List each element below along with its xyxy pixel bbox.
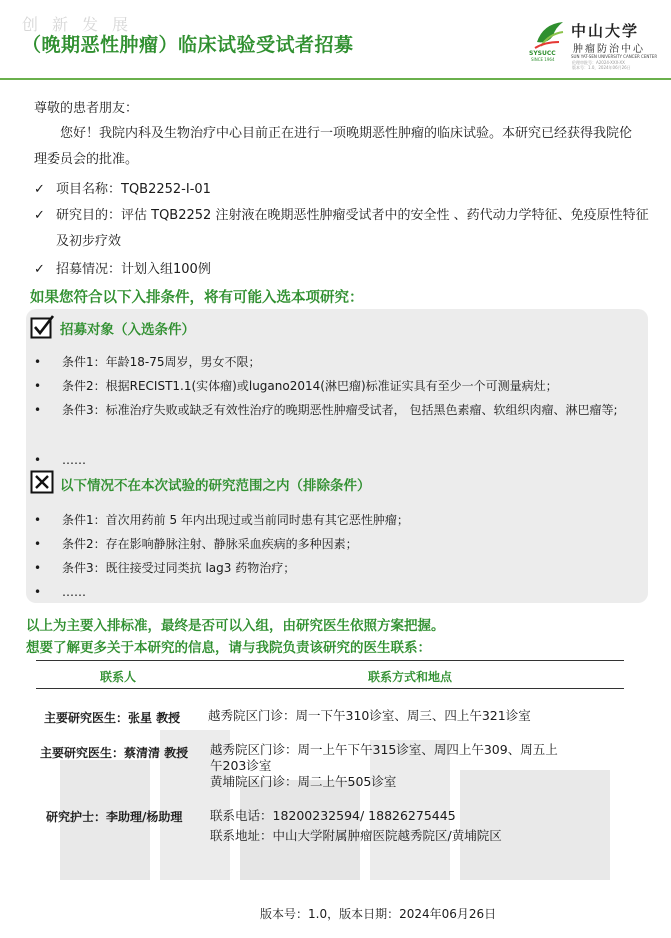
project-name-item: [34, 177, 654, 203]
recruitment-text: 招募情况：计划入组100例: [56, 262, 211, 277]
contact-line: 黄埔院区门诊：周二上午505诊室: [210, 774, 397, 789]
meta-line: 伦理审批号：A2024-XXX-XX: [572, 60, 625, 65]
logo-name-en: SUN YAT-SEN UNIVERSITY CANCER CENTER: [571, 54, 658, 59]
check-icon: ✓: [34, 262, 45, 277]
bullet-icon: •: [34, 585, 42, 599]
logo-name-cn: 中山大学: [571, 22, 640, 40]
crossed-box-icon: [30, 470, 54, 494]
meta-line: 版本号：1.0，2024年06月26日: [572, 65, 631, 70]
selection-note: 以上为主要入排标准，最终是否可以入组，由研究医生依照方案把握。: [26, 618, 445, 634]
inclusion-item: [34, 399, 648, 443]
table-top-rule: [36, 660, 624, 661]
hospital-building-image: [40, 700, 640, 880]
study-purpose-text: 研究目的：评估 TQB2252 注射液在晚期恶性肿瘤受试者中的安全性 、药代动力学特征、免疫原性特征及初步疗效: [56, 208, 649, 249]
contact-role: 主要研究医生：张星 教授: [44, 711, 181, 725]
exclusion-item: [34, 509, 648, 531]
page-title: （晚期恶性肿瘤）临床试验受试者招募: [22, 34, 354, 56]
greeting: 尊敬的患者朋友：: [34, 101, 139, 116]
exclusion-item: [34, 581, 648, 603]
inclusion-text: 条件3：标准治疗失败或缺乏有效性治疗的晚期恶性肿瘤受试者， 包括黑色素瘤、软组织肉瘤、淋巴瘤等;: [62, 403, 618, 417]
contact-line: 越秀院区门诊：周一下午310诊室、周三、四上午321诊室: [208, 708, 531, 723]
bullet-icon: •: [34, 379, 42, 393]
exclusion-text: 条件1：首次用药前 5 年内出现过或当前同时患有其它恶性肿瘤；: [62, 513, 409, 527]
inclusion-heading: 招募对象（入选条件）: [60, 322, 195, 338]
intro-paragraph: 您好！我院内科及生物治疗中心目前正在进行一项晚期恶性肿瘤的临床试验。本研究已经获得我院伦理委员会的批准。: [34, 126, 633, 167]
study-purpose-item: [34, 203, 654, 255]
eligibility-heading: 如果您符合以下入排条件，将有可能入选本项研究：: [30, 290, 364, 306]
contact-note: 想要了解更多关于本研究的信息，请与我院负责该研究的医生联系：: [26, 640, 431, 656]
bullet-icon: •: [34, 561, 42, 575]
contact-role: 主要研究医生：蔡清清 教授: [40, 746, 189, 760]
bullet-icon: •: [34, 537, 42, 551]
exclusion-heading: 以下情况不在本次试验的研究范围之内（排除条件）: [60, 478, 371, 494]
contact-info: [208, 708, 531, 724]
header-divider: [0, 78, 671, 80]
inclusion-item: [34, 449, 648, 471]
contact-line: 午203诊室: [210, 758, 272, 773]
inclusion-item: [34, 375, 648, 397]
column-header-info: 联系方式和地点: [368, 670, 453, 684]
header-watermark: 创新发展: [22, 15, 143, 34]
contact-info: [210, 806, 502, 846]
contact-info: [210, 742, 558, 790]
contact-role: 研究护士：李助理/杨助理: [46, 810, 183, 824]
bullet-icon: •: [34, 355, 42, 369]
contact-line: 联系电话：18200232594/ 18826275445: [210, 808, 456, 823]
exclusion-item: [34, 533, 648, 555]
project-name-text: 项目名称：TQB2252-I-01: [56, 182, 211, 197]
exclusion-text: 条件2：存在影响静脉注射、静脉采血疾病的多种因素；: [62, 537, 358, 551]
leaf-emblem-icon: [533, 20, 567, 50]
check-icon: ✓: [34, 182, 45, 197]
logo-since: SINCE 1964: [531, 57, 555, 62]
contact-line: 联系地址：中山大学附属肿瘤医院越秀院区/黄埔院区: [210, 828, 502, 843]
column-header-person: 联系人: [100, 670, 137, 684]
logo-subtitle: 肿瘤防治中心: [573, 44, 645, 55]
bullet-icon: •: [34, 453, 42, 467]
header-meta: [572, 60, 631, 70]
table-header-rule: [36, 688, 624, 689]
bullet-icon: •: [34, 513, 42, 527]
inclusion-text: 条件2：根据RECIST1.1(实体瘤)或lugano2014(淋巴瘤)标准证实具有至少一个可测量病灶；: [62, 379, 558, 393]
inclusion-item: [34, 351, 648, 373]
inclusion-text: 条件1：年龄18-75周岁，男女不限；: [62, 355, 261, 369]
check-icon: ✓: [34, 208, 45, 223]
checked-box-icon: [30, 315, 54, 339]
recruitment-item: [34, 257, 654, 283]
inclusion-text: ……: [62, 453, 86, 467]
bullet-icon: •: [34, 403, 42, 417]
exclusion-item: [34, 557, 648, 579]
version-footer: 版本号：1.0，版本日期：2024年06月26日: [260, 907, 497, 921]
contact-line: 越秀院区门诊：周一上午下午315诊室、周四上午309、周五上: [210, 742, 558, 757]
exclusion-text: 条件3：既往接受过同类抗 lag3 药物治疗；: [62, 561, 296, 575]
exclusion-text: ……: [62, 585, 86, 599]
logo-abbr: SYSUCC: [529, 50, 556, 57]
